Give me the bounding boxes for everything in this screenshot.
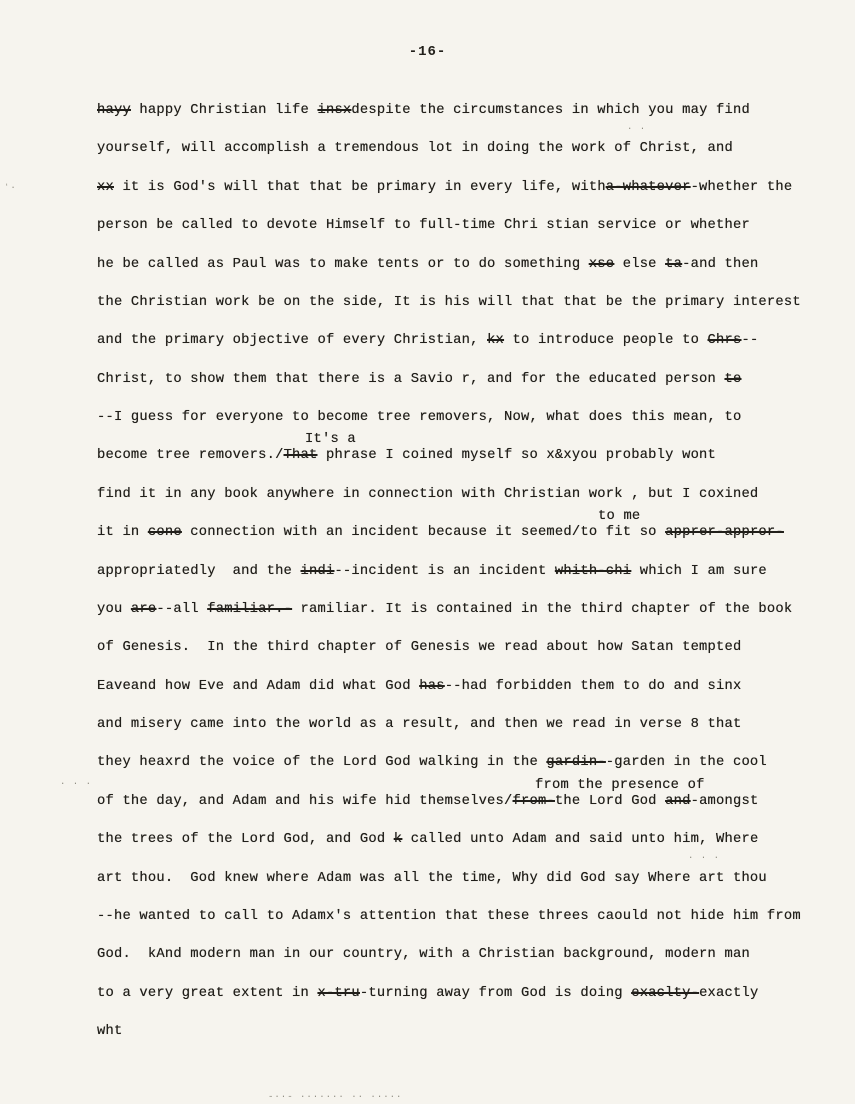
typed-line xyxy=(97,371,741,389)
text-segment: they heaxrd the voice of the Lord God walking in the xyxy=(97,755,547,771)
text-segment: find it in any book anywhere in connection with Christian work , but I coxined xyxy=(97,486,759,502)
text-segment: exactly xyxy=(699,985,759,1001)
text-segment: phrase I coined myself so x&xyou probably wont xyxy=(317,448,717,464)
struck-out-text: xse xyxy=(588,256,615,272)
typed-line xyxy=(97,332,758,350)
typed-line xyxy=(97,793,758,811)
typed-line xyxy=(97,102,750,120)
text-segment: It's a xyxy=(305,432,356,448)
struck-out-text: Chrs xyxy=(707,333,742,349)
text-segment: which I am sure xyxy=(631,563,767,579)
text-segment: Christ, to show them that there is a Savio r, and for the educated person xyxy=(97,371,725,387)
struck-out-text: has xyxy=(419,678,445,694)
struck-out-text: x-tru xyxy=(317,985,360,1001)
text-segment: -whether the xyxy=(690,179,793,195)
text-segment: --incident is an incident xyxy=(334,563,555,579)
typed-line xyxy=(97,678,741,696)
stray-mark: · · · xyxy=(688,853,721,863)
struck-out-text: ta xyxy=(665,256,683,272)
text-segment: it is God's will that that be primary in every life, with xyxy=(113,179,606,195)
struck-out-text: apprer-appror- xyxy=(665,525,784,541)
text-segment: the trees of the Lord God, and God xyxy=(97,832,394,848)
text-segment: happy Christian life xyxy=(130,103,318,118)
struck-out-text: gardin- xyxy=(546,755,606,771)
typed-line xyxy=(97,563,767,581)
typed-line xyxy=(97,601,792,619)
struck-out-text: from- xyxy=(512,793,555,809)
text-segment: to a very great extent in xyxy=(97,985,318,1001)
text-segment: you xyxy=(97,601,131,617)
text-segment: and misery came into the world as a result, and then we read in verse 8 that xyxy=(97,717,742,732)
text-segment: called unto Adam and said unto him, Where xyxy=(402,832,759,848)
text-segment: it in xyxy=(97,525,148,541)
typed-line xyxy=(97,140,733,158)
text-segment: become tree removers./ xyxy=(97,448,284,464)
struck-out-text: k xyxy=(393,832,403,848)
text-segment: connection with an incident because it seemed/to fit so xyxy=(181,525,666,541)
text-segment: -garden in the cool xyxy=(605,755,767,771)
text-segment: God. kAnd modern man in our country, with a Christian background, modern man xyxy=(97,947,750,963)
text-segment: appropriatedly and the xyxy=(97,563,301,579)
typed-line xyxy=(97,754,767,772)
struck-out-text: and xyxy=(665,793,691,809)
struck-out-text: kx xyxy=(487,333,505,349)
text-segment: -- xyxy=(741,333,759,349)
text-segment: person be called to devote Himself to full-time Chri stian service or whether xyxy=(97,218,750,234)
struck-out-text: te xyxy=(724,371,742,387)
typed-line xyxy=(97,1023,122,1041)
struck-out-text: are xyxy=(130,601,157,617)
text-segment: to me xyxy=(598,509,641,525)
stray-mark: · · xyxy=(627,124,647,134)
typed-line xyxy=(97,946,750,964)
typed-line xyxy=(97,409,741,427)
typed-line xyxy=(97,179,792,197)
struck-out-text: exaclty- xyxy=(631,985,700,1001)
text-segment: of Genesis. In the third chapter of Genesis we read about how Satan tempted xyxy=(97,640,742,656)
typed-line xyxy=(97,524,784,542)
typed-line xyxy=(97,908,801,926)
struck-out-text: hayy xyxy=(97,103,131,118)
text-segment: yourself, will accomplish a tremendous lot in doing the work of Christ, and xyxy=(97,141,733,157)
struck-out-text: indi xyxy=(300,563,335,579)
stray-mark: ʻ· xyxy=(4,183,17,193)
text-segment: art thou. God knew where Adam was all the time, Why did God say Where art thou xyxy=(97,870,767,886)
struck-out-text: That xyxy=(283,448,318,464)
text-segment: from the presence of xyxy=(535,777,705,793)
text-segment: Eaveand how Eve and Adam did what God xyxy=(97,678,420,694)
struck-out-text: cone xyxy=(147,525,182,541)
struck-out-text: a-whatever xyxy=(605,179,691,195)
typed-line xyxy=(97,985,758,1003)
typed-line xyxy=(97,870,767,888)
struck-out-text: insx xyxy=(317,103,352,118)
text-segment: and the primary objective of every Christian, xyxy=(97,333,488,349)
text-segment: the Lord God xyxy=(554,793,666,809)
stray-mark: -··- ······· ·· ····· xyxy=(268,1092,403,1102)
text-segment: of the day, and Adam and his wife hid themselves/ xyxy=(97,793,513,809)
text-segment: -and then xyxy=(682,256,759,272)
struck-out-text: familiar.- xyxy=(207,601,293,617)
text-segment: the Christian work be on the side, It is his will that that be the primary interest xyxy=(97,294,801,310)
page-number: -16- xyxy=(408,44,447,60)
text-segment: --had forbidden them to do and sinx xyxy=(444,678,742,694)
typed-line xyxy=(97,294,801,312)
stray-mark: · · · xyxy=(60,779,93,789)
struck-out-text: xx xyxy=(97,179,114,195)
struck-out-text: whith-chi xyxy=(554,563,632,579)
typed-line xyxy=(97,256,758,274)
typed-line xyxy=(97,486,758,504)
text-segment: -turning away from God is doing xyxy=(359,985,632,1001)
typed-line xyxy=(97,217,750,235)
text-segment: --I guess for everyone to become tree removers, Now, what does this mean, to xyxy=(97,410,742,425)
typed-line xyxy=(97,716,741,734)
text-segment: despite the circumstances in which you may find xyxy=(351,103,750,118)
typed-line xyxy=(97,831,758,849)
text-segment: ramiliar. It is contained in the third chapter of the book xyxy=(292,601,793,617)
typed-line xyxy=(97,447,716,465)
text-segment: wht xyxy=(97,1024,123,1039)
text-segment: -amongst xyxy=(690,793,759,809)
text-segment: --he wanted to call to Adamx's attention that these threes caould not hide him from xyxy=(97,908,801,924)
text-segment: he be called as Paul was to make tents or to do something xyxy=(97,256,589,272)
text-segment: else xyxy=(614,256,666,272)
text-segment: --all xyxy=(156,601,208,617)
text-segment: to introduce people to xyxy=(504,333,708,349)
typed-line xyxy=(97,639,741,657)
